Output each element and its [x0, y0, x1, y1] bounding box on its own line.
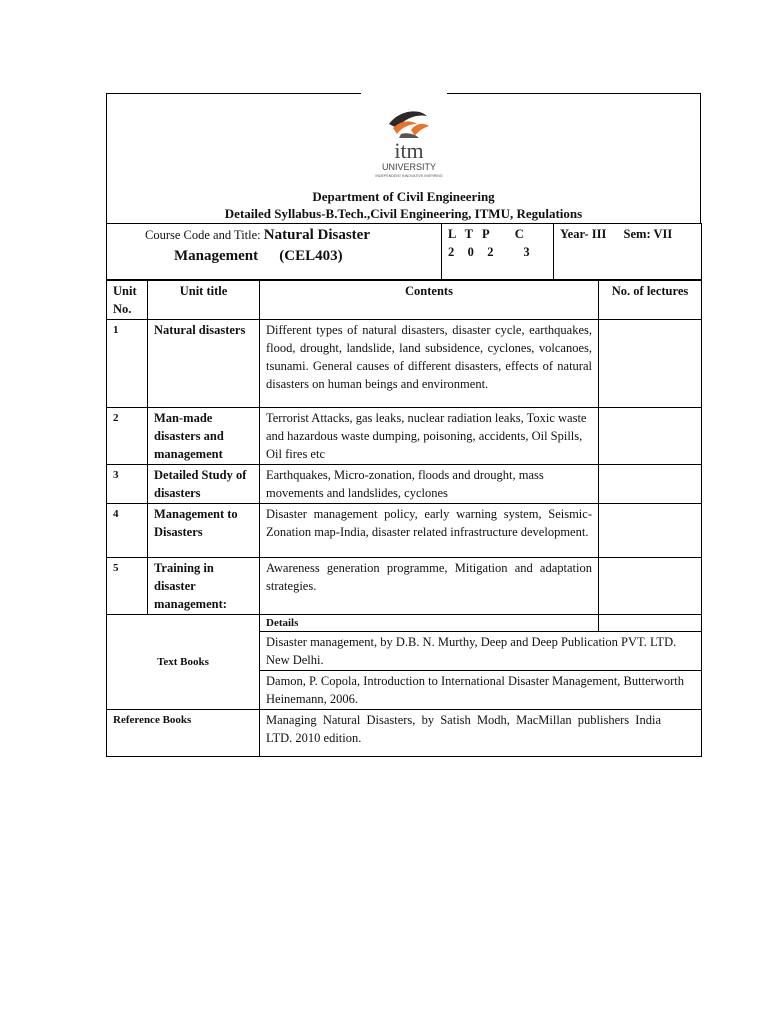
logo-sub: UNIVERSITY — [381, 162, 437, 172]
details-label: Details — [260, 615, 599, 632]
text-book-entry: Damon, P. Copola, Introduction to International Disaster Management, Butterworth Heinemann, 2006. — [260, 671, 702, 710]
semester: Sem: VII — [623, 227, 673, 241]
course-title-part1: Natural Disaster — [263, 227, 370, 243]
text-books-label: Text Books — [107, 615, 260, 710]
unit-title: Man-made disasters and management — [148, 408, 260, 465]
unit-title: Detailed Study of disasters — [148, 465, 260, 504]
unit-no: 3 — [107, 465, 148, 504]
text-book-entry: Disaster management, by D.B. N. Murthy, Deep and Deep Publication PVT. LTD. New Delhi. — [260, 632, 702, 671]
reference-book-entry: Managing Natural Disasters, by Satish Modh, MacMillan publishers India LTD. 2010 edition. — [260, 710, 702, 757]
unit-no: 1 — [107, 320, 148, 408]
reference-books-label: Reference Books — [107, 710, 260, 757]
syllabus-document — [106, 93, 701, 757]
ltpc-head: L T P C — [448, 227, 525, 241]
table-row — [107, 504, 702, 558]
document-header — [106, 93, 701, 223]
ltpc-values: 2 0 2 3 — [448, 245, 531, 259]
unit-contents: Awareness generation programme, Mitigation and adaptation strategies. — [260, 558, 599, 615]
header-lectures: No. of lectures — [599, 281, 702, 320]
unit-no: 2 — [107, 408, 148, 465]
unit-title: Training in disaster management: — [148, 558, 260, 615]
table-row — [107, 408, 702, 465]
unit-lectures — [599, 320, 702, 408]
unit-title: Management to Disasters — [148, 504, 260, 558]
department-name: Department of Civil Engineering — [312, 189, 495, 204]
department-heading — [107, 188, 700, 222]
unit-contents: Different types of natural disasters, disaster cycle, earthquakes, flood, drought, landslide, land subsidence, cyclones, volcanoes, tsunami. General causes of different disasters, effects of natural disasters on human beings and environment. — [260, 320, 599, 408]
header-contents: Contents — [260, 281, 599, 320]
details-row — [107, 615, 702, 632]
unit-lectures — [599, 504, 702, 558]
table-row — [107, 465, 702, 504]
unit-no: 4 — [107, 504, 148, 558]
unit-contents: Earthquakes, Micro-zonation, floods and drought, mass movements and landslides, cyclones — [260, 465, 599, 504]
unit-no: 5 — [107, 558, 148, 615]
syllabus-title: Detailed Syllabus-B.Tech.,Civil Engineering, ITMU, Regulations — [224, 206, 583, 221]
header-unit-no: Unit No. — [107, 281, 148, 320]
reference-book-row — [107, 710, 702, 757]
logo-text: itm — [394, 138, 424, 163]
unit-lectures — [599, 408, 702, 465]
unit-contents: Disaster management policy, early warning system, Seismic-Zonation map-India, disaster related infrastructure development. — [260, 504, 599, 558]
unit-title: Natural disasters — [148, 320, 260, 408]
units-header-row — [107, 281, 702, 320]
course-info-table — [106, 223, 702, 280]
units-table — [106, 280, 702, 757]
ltpc-cell — [442, 224, 554, 280]
year: Year- III — [560, 227, 607, 241]
details-empty — [599, 615, 702, 632]
table-row — [107, 320, 702, 408]
unit-lectures — [599, 558, 702, 615]
course-code: (CEL403) — [279, 248, 343, 264]
unit-lectures — [599, 465, 702, 504]
course-label: Course Code and Title: — [145, 228, 261, 242]
table-row — [107, 558, 702, 615]
header-unit-title: Unit title — [148, 281, 260, 320]
course-title-cell — [107, 224, 442, 280]
itm-university-logo — [371, 102, 447, 184]
logo-tagline: INDEPENDENT INNOVATIVE INSPIRING — [375, 174, 443, 178]
year-sem-cell — [554, 224, 702, 280]
course-title-part2: Management — [174, 248, 259, 264]
unit-contents: Terrorist Attacks, gas leaks, nuclear radiation leaks, Toxic waste and hazardous waste dumping, poisoning, accidents, Oil Spills, Oil fires etc — [260, 408, 599, 465]
